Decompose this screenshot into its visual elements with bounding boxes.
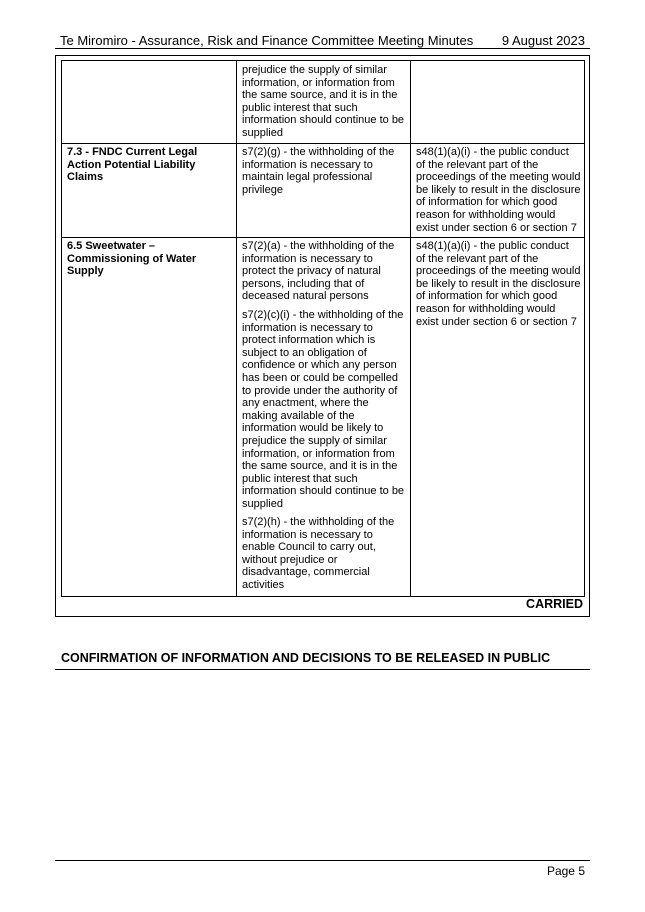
row-divider (61, 237, 585, 238)
motion-result: CARRIED (526, 597, 583, 611)
grounds-text: s48(1)(a)(i) - the public conduct of the relevant part of the proceedings of the meeting would be likely to result in the disclosure of information for which good reason for withholding would exist under section 6 or section 7 (416, 240, 581, 328)
page-header (60, 33, 585, 49)
page-number: Page 5 (546, 864, 585, 878)
table-bottom-border (61, 596, 585, 597)
reason-text: s7(2)(h) - the withholding of the information is necessary to enable Council to carry out, without prejudice or disadvantage, commercial activities (242, 516, 395, 591)
reason-text: s7(2)(g) - the withholding of the information is necessary to maintain legal professional privilege (242, 146, 395, 196)
column-divider (236, 60, 237, 597)
table-cell-reason (242, 240, 407, 303)
grounds-text: s48(1)(a)(i) - the public conduct of the relevant part of the proceedings of the meeting would be likely to result in the disclosure of information for which good reason for withholding would exist under section 6 or section 7 (416, 146, 581, 234)
table-cell-reason (242, 516, 407, 592)
section-divider (55, 669, 590, 670)
document-title: Te Miromiro - Assurance, Risk and Finance Committee Meeting Minutes (60, 33, 474, 48)
table-cell-reason (242, 309, 407, 511)
row-divider (61, 143, 585, 144)
table-cell-item (67, 146, 232, 184)
footer-divider (55, 860, 590, 861)
table-cell-reason (242, 64, 407, 140)
table-cell-reason (242, 146, 407, 196)
reason-text: prejudice the supply of similar information, or information from the same source, and it is in the public interest that such information should continue to be supplied (242, 64, 405, 139)
section-heading: CONFIRMATION OF INFORMATION AND DECISIONS TO BE RELEASED IN PUBLIC (61, 651, 551, 665)
meeting-date: 9 August 2023 (501, 33, 585, 48)
reason-text: s7(2)(c)(i) - the withholding of the information is necessary to protect information which is subject to an obligation of confidence or which any person has been or could be compelled to provide under the authority of any enactment, where the making available of the information would be likely to prejudice the supply of similar information, or information from the same source, and it is in the public interest that such information should continue to be supplied (242, 309, 405, 510)
header-divider (55, 48, 590, 49)
reason-text: s7(2)(a) - the withholding of the information is necessary to protect the privacy of natural persons, including that of deceased natural persons (242, 240, 395, 303)
agenda-item-title: 7.3 - FNDC Current Legal Action Potential Liability Claims (67, 146, 198, 184)
table-cell-grounds (416, 146, 584, 234)
column-divider (410, 60, 411, 597)
table-cell-item (67, 240, 232, 278)
table-cell-grounds (416, 240, 584, 328)
agenda-item-title: 6.5 Sweetwater – Commissioning of Water Supply (67, 240, 197, 278)
